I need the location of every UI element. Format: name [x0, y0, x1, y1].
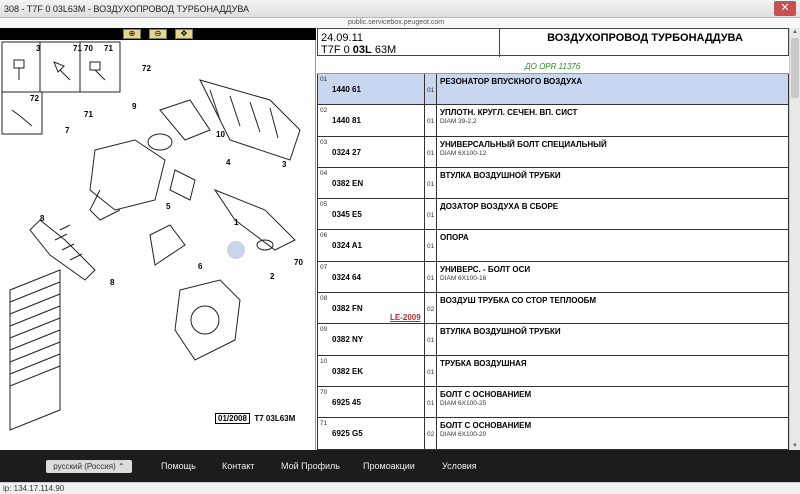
row-description: ВОЗДУШ ТРУБКА СО СТОР ТЕПЛООБМ — [440, 296, 597, 306]
pin-label: 5 — [166, 202, 171, 211]
parts-drawing — [0, 40, 316, 450]
diagram-footer — [215, 414, 295, 423]
window-title: 308 - T7F 0 03L63M - ВОЗДУХОПРОВОД ТУРБОНАДДУВА — [4, 4, 250, 14]
row-quantity: 01 — [427, 337, 435, 345]
table-row[interactable] — [317, 262, 789, 293]
row-position: 10 — [320, 357, 328, 365]
diagram-code: T7 03L63M — [254, 414, 296, 423]
row-description: ВТУЛКА ВОЗДУШНОЙ ТРУБКИ — [440, 327, 561, 337]
column-divider — [424, 230, 425, 260]
pin-label: 71 — [84, 110, 93, 119]
row-description: РЕЗОНАТОР ВПУСКНОГО ВОЗДУХА — [440, 77, 583, 86]
row-spec: DIAM 39-2,2 — [440, 118, 477, 126]
column-divider — [436, 137, 437, 167]
column-divider — [436, 262, 437, 292]
diagram-toolbar — [0, 28, 316, 40]
row-description: УНИВЕРСАЛЬНЫЙ БОЛТ СПЕЦИАЛЬНЫЙ — [440, 139, 607, 149]
row-position: 09 — [320, 326, 328, 334]
zoom-out-icon[interactable]: ⊖ — [149, 29, 167, 39]
pin-label: 3 — [282, 160, 287, 169]
column-divider — [424, 324, 425, 354]
ref-prefix: T7F 0 — [321, 44, 353, 56]
pin-label: 72 — [30, 94, 39, 103]
table-row[interactable] — [317, 74, 789, 105]
row-spec: DIAM 6X100-25 — [440, 399, 487, 407]
row-description: ВТУЛКА ВОЗДУШНОЙ ТРУБКИ — [440, 170, 561, 180]
table-row[interactable] — [317, 293, 789, 324]
row-quantity: 01 — [427, 399, 435, 407]
column-divider — [436, 105, 437, 135]
footer-link-contact[interactable]: Контакт — [222, 461, 255, 471]
row-spec: DIAM 6X100-16 — [440, 274, 487, 282]
column-divider — [436, 418, 437, 448]
page-footer — [0, 450, 800, 482]
status-bar — [0, 482, 800, 494]
url-bar — [0, 18, 800, 28]
row-quantity: 01 — [427, 180, 435, 188]
ref-suffix: 63M — [371, 44, 397, 56]
row-description: БОЛТ С ОСНОВАНИЕМ — [440, 421, 532, 431]
column-divider — [424, 199, 425, 229]
footer-link-help[interactable]: Помощь — [161, 461, 196, 471]
url-text: public.servicebox.peugeot.com — [348, 19, 445, 26]
row-reference: 1440 81 — [332, 116, 361, 126]
row-reference: 0382 EN — [332, 178, 364, 188]
row-position: 08 — [320, 295, 328, 303]
row-quantity: 01 — [427, 87, 435, 94]
opr-note — [317, 56, 789, 74]
row-reference: 0382 NY — [332, 335, 364, 345]
footer-link-profile[interactable]: Мой Профиль — [281, 461, 340, 471]
row-description: УНИВЕРС. - БОЛТ ОСИ — [440, 264, 531, 274]
column-divider — [436, 230, 437, 260]
row-description: ОПОРА — [440, 233, 469, 243]
pin-label: 6 — [198, 262, 203, 271]
pin-label: 71 — [104, 44, 113, 53]
pin-label: 70 — [294, 258, 303, 267]
column-divider — [436, 293, 437, 323]
pin-label: 70 — [84, 44, 93, 53]
pin-label: 8 — [110, 278, 115, 287]
language-select[interactable]: русский (Россия) ⌃ — [46, 460, 132, 473]
window-titlebar — [0, 0, 800, 18]
row-quantity: 01 — [427, 149, 435, 157]
column-divider — [424, 168, 425, 198]
row-reference: 1440 61 — [332, 85, 361, 94]
parts-panel — [317, 28, 789, 450]
ref-bold: 03L — [352, 44, 372, 56]
parts-header — [317, 28, 789, 56]
row-quantity: 01 — [427, 243, 435, 251]
column-divider — [424, 137, 425, 167]
row-quantity: 01 — [427, 368, 435, 376]
pin-label: 4 — [226, 158, 231, 167]
column-divider — [424, 74, 425, 104]
header-title: ВОЗДУХОПРОВОД ТУРБОНАДДУВА — [547, 32, 743, 44]
scrollbar-thumb[interactable] — [791, 38, 799, 98]
pin-label: 71 — [73, 44, 82, 53]
close-icon[interactable]: ✕ — [774, 1, 796, 16]
row-quantity: 01 — [427, 274, 435, 282]
diagram-date: 01/2008 — [215, 413, 250, 424]
row-position: 70 — [320, 388, 328, 396]
row-reference: 0382 EK — [332, 366, 364, 376]
row-reference: 0345 E5 — [332, 210, 362, 220]
footer-link-promo[interactable]: Промоакции — [363, 461, 415, 471]
column-divider — [424, 387, 425, 417]
pin-label: 9 — [132, 102, 137, 111]
row-quantity: 01 — [427, 212, 435, 220]
language-value: русский (Россия) — [53, 462, 116, 471]
column-divider — [424, 262, 425, 292]
row-position: 05 — [320, 201, 328, 209]
column-divider — [436, 74, 437, 104]
row-quantity: 01 — [427, 118, 435, 126]
table-row[interactable] — [317, 199, 789, 230]
row-description: БОЛТ С ОСНОВАНИЕМ — [440, 389, 532, 399]
table-row[interactable] — [317, 105, 789, 136]
table-row[interactable] — [317, 324, 789, 355]
table-row[interactable] — [317, 168, 789, 199]
pin-label: 72 — [142, 64, 151, 73]
zoom-in-icon[interactable]: ⊕ — [123, 29, 141, 39]
row-note-link[interactable]: LE-2009 — [390, 313, 421, 323]
row-reference: 0324 A1 — [332, 241, 362, 251]
pin-label: 2 — [270, 272, 275, 281]
column-divider — [424, 356, 425, 386]
row-position: 03 — [320, 138, 328, 146]
row-reference: 0382 FN — [332, 304, 363, 314]
column-divider — [436, 168, 437, 198]
row-position: 06 — [320, 232, 328, 240]
pan-icon[interactable]: ✥ — [175, 29, 193, 39]
table-row[interactable] — [317, 230, 789, 261]
scrollbar[interactable] — [789, 28, 800, 450]
parts-table — [317, 74, 789, 450]
row-position: 01 — [320, 76, 328, 83]
diagram-panel — [0, 28, 316, 450]
row-reference: 6925 45 — [332, 397, 361, 407]
row-position: 02 — [320, 107, 328, 115]
row-description: УПЛОТН. КРУГЛ. СЕЧЕН. ВП. СИСТ — [440, 108, 578, 118]
row-spec: DIAM 6X100-12 — [440, 149, 487, 157]
row-position: 04 — [320, 169, 328, 177]
scroll-up-icon[interactable]: ▲ — [792, 29, 798, 35]
column-divider — [436, 324, 437, 354]
pin-label: 8 — [40, 214, 45, 223]
row-reference: 0324 64 — [332, 272, 361, 282]
pin-label: 10 — [216, 130, 225, 139]
column-divider — [424, 418, 425, 448]
column-divider — [424, 105, 425, 135]
row-quantity: 02 — [427, 431, 435, 439]
column-divider — [424, 293, 425, 323]
scroll-down-icon[interactable]: ▼ — [792, 443, 798, 449]
header-date: 24.09.11 — [321, 32, 364, 44]
pin-label: 7 — [65, 126, 70, 135]
column-divider — [436, 356, 437, 386]
pin-label: 3 — [36, 44, 41, 53]
footer-link-terms[interactable]: Условия — [442, 461, 477, 471]
table-row[interactable] — [317, 387, 789, 418]
row-description: ДОЗАТОР ВОЗДУХА В СБОРЕ — [440, 202, 559, 212]
row-description: ТРУБКА ВОЗДУШНАЯ — [440, 358, 527, 368]
row-reference: 0324 27 — [332, 147, 361, 157]
table-row[interactable] — [317, 137, 789, 168]
column-divider — [436, 387, 437, 417]
row-quantity: 02 — [427, 306, 435, 314]
row-position: 07 — [320, 263, 328, 271]
opr-text: ДО OPR 11376 — [525, 62, 581, 71]
row-spec: DIAM 6X100-20 — [440, 431, 487, 439]
row-reference: 6925 G5 — [332, 429, 363, 439]
column-divider — [436, 199, 437, 229]
pin-label: 1 — [234, 218, 239, 227]
table-row[interactable] — [317, 356, 789, 387]
ip-address: ip: 134.17.114.90 — [3, 484, 65, 493]
table-row[interactable] — [317, 418, 789, 449]
row-position: 71 — [320, 420, 328, 428]
header-ref — [321, 44, 396, 56]
exploded-parts-diagram — [0, 40, 316, 450]
